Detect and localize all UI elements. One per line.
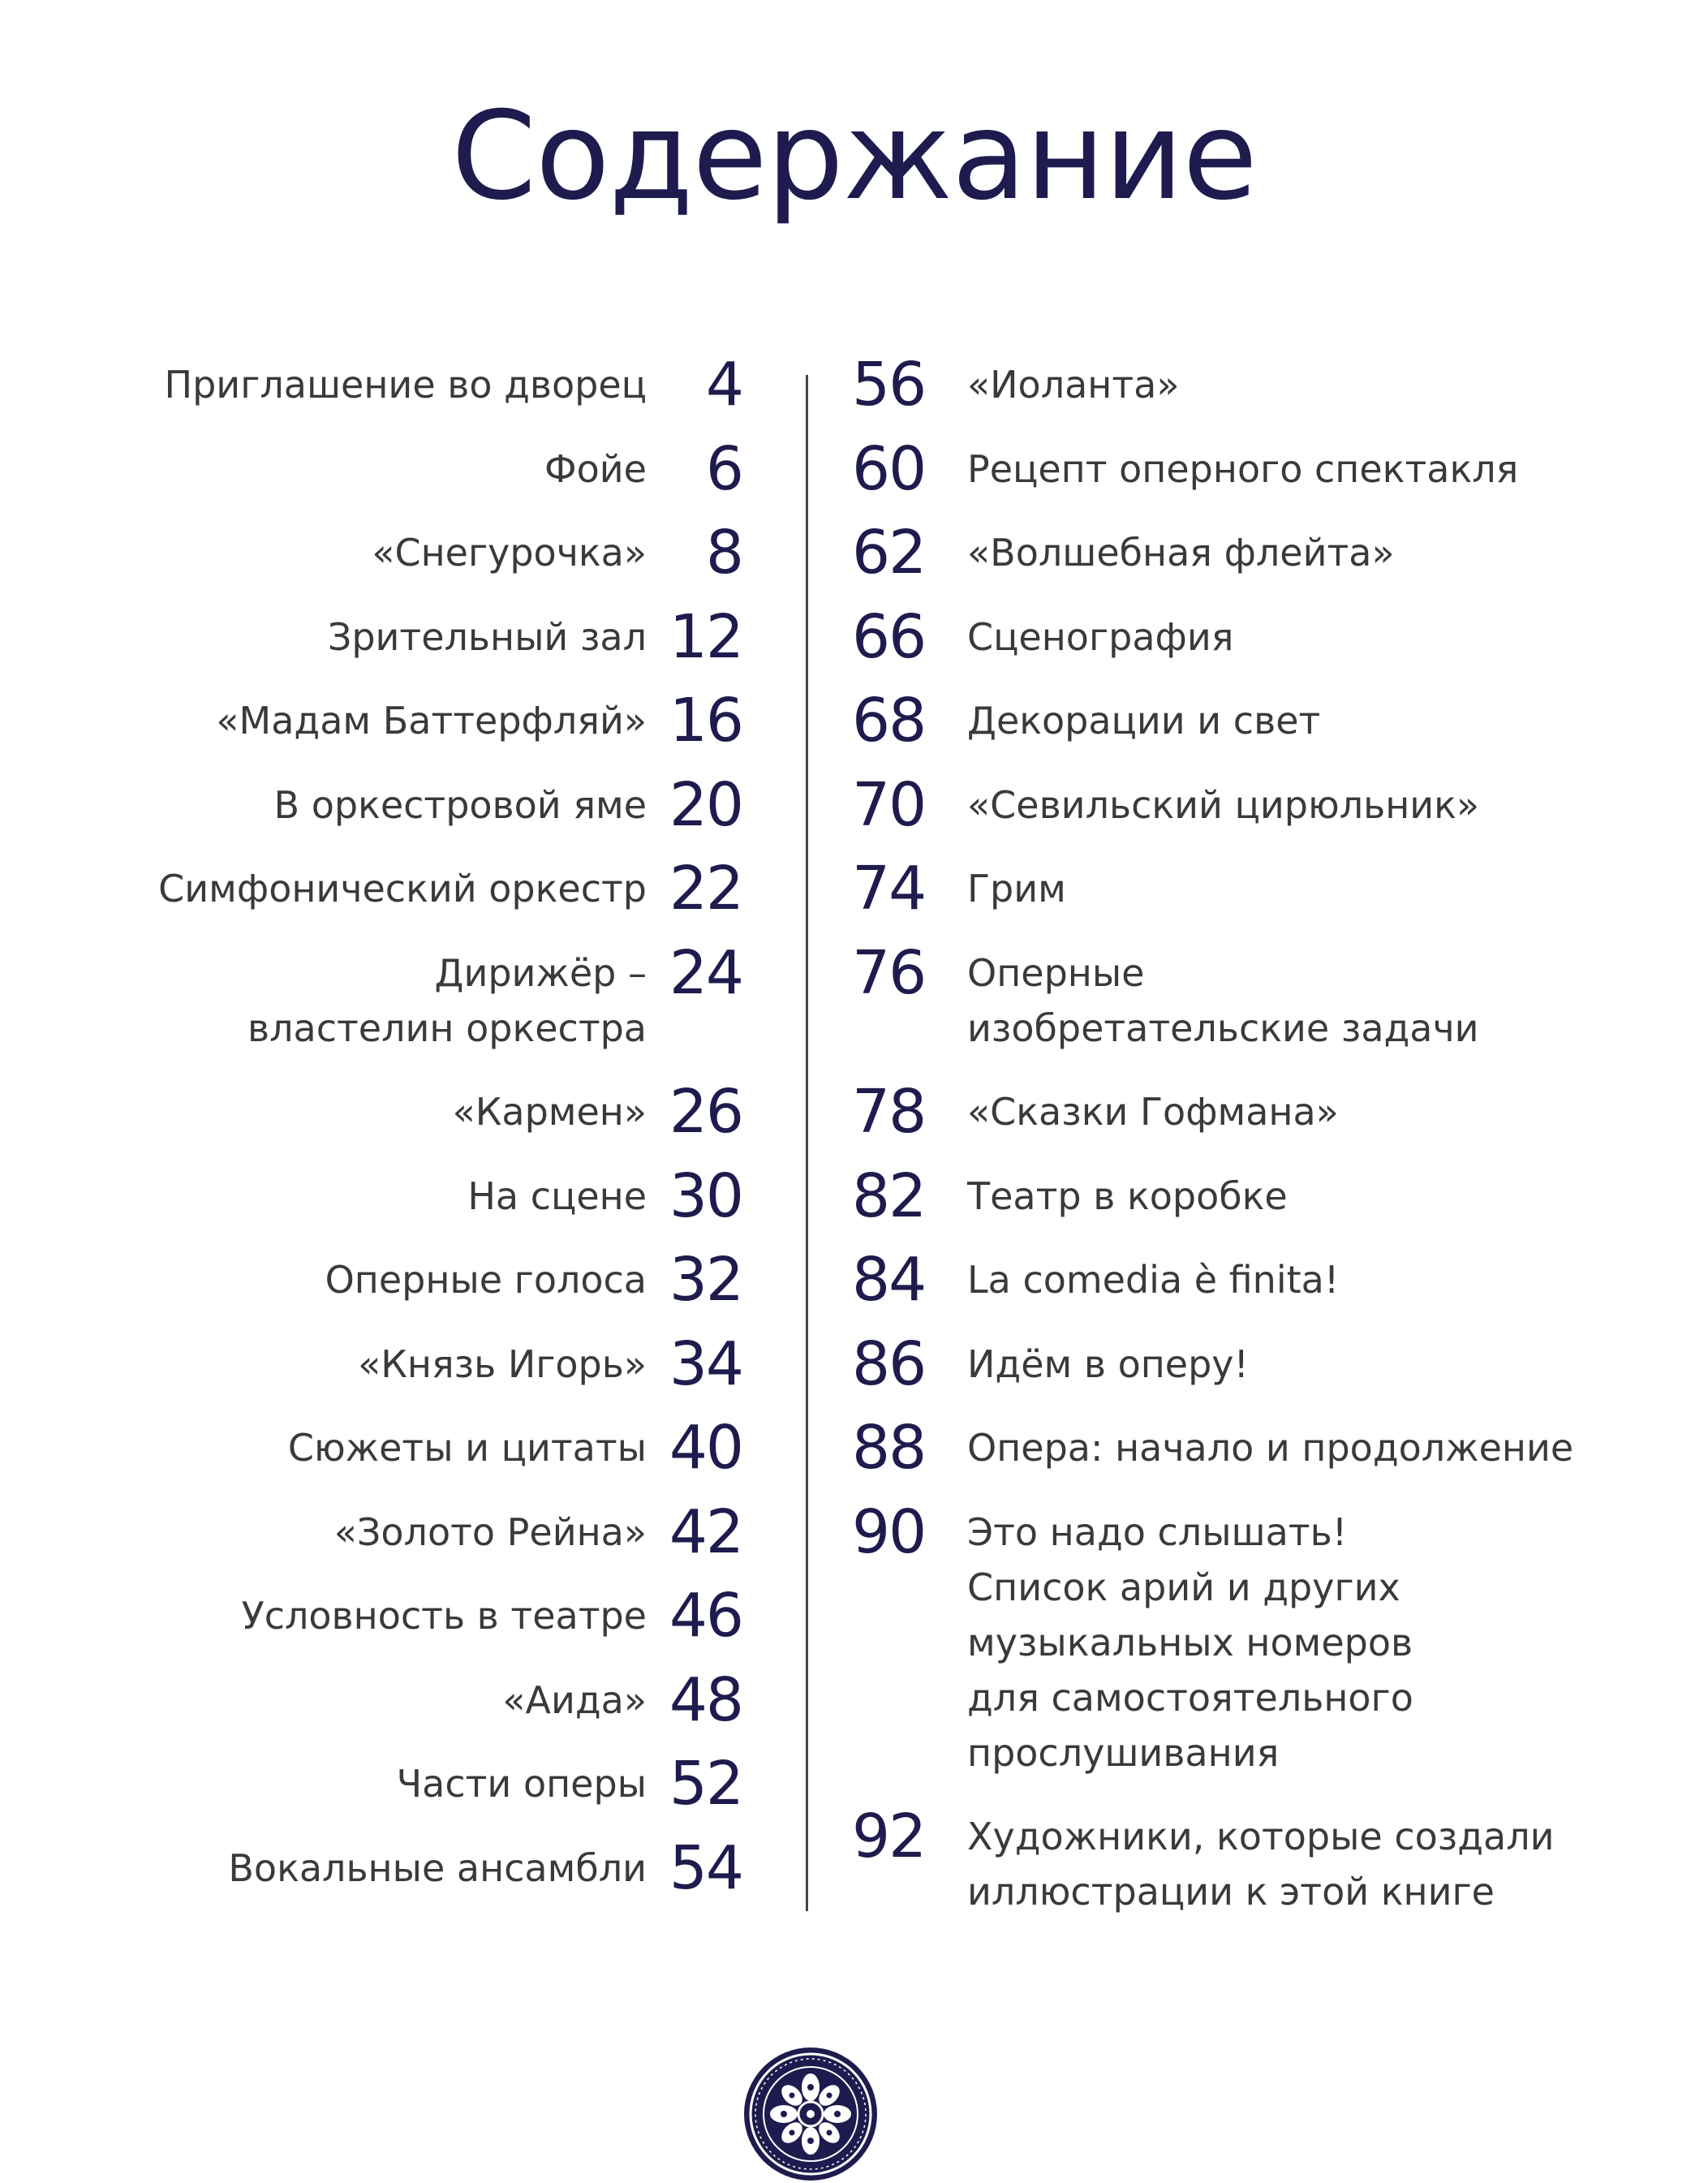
toc-entry[interactable]: [852, 1160, 1288, 1231]
toc-entry-title-line: «Севильский цирюльник»: [967, 782, 1480, 827]
toc-entry-page-number: 60: [852, 433, 926, 504]
toc-entry-title-line: «Снегурочка»: [372, 531, 647, 575]
toc-entry-page-number: 70: [852, 769, 926, 840]
toc-entry-page-number: 12: [669, 601, 742, 672]
toc-entry-title-line: Художники, которые создали: [967, 1815, 1555, 1858]
toc-entry[interactable]: [333, 1496, 742, 1567]
toc-entry-title-line: Приглашение во дворец: [164, 363, 647, 407]
toc-entry-title-line: Идём в оперу!: [967, 1341, 1249, 1386]
toc-entry-page-number: 90: [852, 1496, 926, 1567]
toc-entry-title: [967, 1809, 1555, 1919]
toc-entry-title: [242, 1588, 647, 1643]
toc-entry-title-line: Дирижёр –: [434, 950, 647, 995]
toc-entry-page-number: 22: [669, 854, 742, 924]
toc-entry[interactable]: [247, 937, 742, 1056]
toc-entry-page-number: 82: [852, 1160, 926, 1231]
toc-entry-title-line: «Аида»: [502, 1677, 647, 1722]
toc-entry-title: [334, 1505, 647, 1560]
toc-entry[interactable]: [273, 769, 742, 840]
toc-entry-title-line: «Золото Рейна»: [333, 1509, 647, 1554]
toc-entry[interactable]: [358, 1328, 742, 1399]
toc-entry-title: [288, 1420, 647, 1475]
toc-entry-title-line: Вокальные ансамбли: [228, 1845, 647, 1890]
toc-entry-page-number: 92: [852, 1802, 926, 1871]
toc-entry-page-number: 66: [852, 601, 926, 672]
toc-entry-title: [967, 1252, 1339, 1307]
rosette-emblem-icon: [742, 2045, 880, 2183]
toc-entry-page-number: 62: [852, 518, 926, 588]
toc-entry-title-line: Грим: [967, 867, 1066, 911]
toc-entry-title: [228, 1841, 647, 1896]
toc-entry-title-line: «Кармен»: [452, 1090, 647, 1134]
toc-entry-title-line: «Волшебная флейта»: [967, 531, 1395, 575]
toc-entry-page-number: 78: [852, 1077, 926, 1147]
toc-entry-title-line: прослушивания: [967, 1730, 1280, 1775]
toc-entry[interactable]: [852, 1328, 1249, 1399]
toc-entry-title-line: Оперные голоса: [325, 1258, 647, 1302]
toc-entry-page-number: 8: [705, 518, 742, 588]
toc-entry-page-number: 84: [852, 1245, 926, 1315]
toc-entry-title-line: На сцене: [467, 1173, 647, 1218]
toc-entry-title-line: «Сказки Гофмана»: [967, 1090, 1339, 1134]
toc-entry[interactable]: [852, 1413, 1574, 1483]
toc-entry-title-line: «Мадам Баттерфляй»: [216, 699, 647, 743]
toc-entry[interactable]: [852, 1496, 1413, 1780]
toc-entry-title-line: Это надо слышать!: [967, 1509, 1348, 1554]
toc-entry-title: [358, 1337, 647, 1392]
toc-entry[interactable]: [158, 854, 742, 924]
toc-entry-title-line: Оперные: [967, 950, 1145, 995]
toc-entry-title: [967, 1420, 1573, 1475]
toc-entry-title: [967, 609, 1233, 665]
toc-entry[interactable]: [852, 350, 1180, 420]
toc-entry-page-number: 56: [852, 350, 926, 420]
toc-entry-title: [967, 1505, 1413, 1780]
toc-entry[interactable]: [372, 518, 742, 588]
toc-entry-page-number: 16: [669, 686, 742, 756]
toc-entry[interactable]: [852, 686, 1321, 756]
toc-entry-page-number: 4: [705, 350, 742, 420]
toc-entry-title: [467, 1169, 647, 1224]
toc-entry-title: [967, 441, 1518, 497]
toc-entry-title-line: «Князь Игорь»: [358, 1341, 647, 1386]
toc-entry[interactable]: [228, 1832, 742, 1903]
toc-entry-page-number: 88: [852, 1413, 926, 1483]
toc-entry[interactable]: [852, 769, 1480, 840]
toc-entry-page-number: 20: [669, 769, 742, 840]
toc-entry[interactable]: [467, 1160, 742, 1231]
toc-entry-page-number: 68: [852, 686, 926, 756]
toc-entry-title-line: Рецепт оперного спектакля: [967, 446, 1519, 491]
toc-entry-page-number: 40: [669, 1413, 742, 1483]
toc-entry-title-line: изобретательские задачи: [967, 1005, 1479, 1050]
toc-entry-title: [158, 861, 647, 916]
toc-entry-title-line: властелин оркестра: [247, 1005, 647, 1050]
toc-entry[interactable]: [852, 854, 1066, 924]
toc-entry[interactable]: [241, 1581, 742, 1651]
toc-entry-page-number: 6: [705, 433, 742, 504]
toc-entry[interactable]: [164, 350, 742, 420]
toc-entry-title-line: Опера: начало и продолжение: [967, 1426, 1574, 1470]
toc-entry[interactable]: [327, 601, 742, 672]
toc-entry[interactable]: [325, 1245, 742, 1315]
toc-entry-title: [967, 357, 1180, 412]
toc-entry-page-number: 34: [669, 1328, 742, 1399]
toc-entry-page-number: 74: [852, 854, 926, 924]
toc-entry-title: [544, 441, 647, 497]
toc-entry[interactable]: [216, 686, 742, 756]
toc-entry-title-line: иллюстрации к этой книге: [967, 1870, 1495, 1914]
toc-entry-title-line: для самостоятельного: [967, 1675, 1413, 1720]
page-title: Содержание: [451, 86, 1257, 227]
column-divider: [806, 375, 808, 1911]
toc-entry-title: [247, 945, 647, 1056]
toc-entry-page-number: 48: [669, 1664, 742, 1735]
toc-entry[interactable]: [502, 1664, 742, 1735]
toc-entry[interactable]: [852, 937, 1479, 1056]
toc-entry[interactable]: [852, 1077, 1339, 1147]
toc-entry-title: [967, 525, 1395, 580]
toc-entry-title-line: Список арий и других: [967, 1565, 1400, 1609]
toc-entry-title: [967, 1337, 1249, 1392]
toc-entry-page-number: 24: [669, 937, 742, 1008]
toc-entry[interactable]: [287, 1413, 742, 1483]
toc-entry-title-line: Зрительный зал: [327, 614, 647, 659]
toc-entry-title: [967, 777, 1479, 833]
toc-entry-title: [325, 1252, 647, 1307]
toc-entry-title-line: Условность в театре: [241, 1594, 647, 1638]
toc-entry-title-line: Симфонический оркестр: [158, 867, 647, 911]
toc-entry-title: [453, 1084, 647, 1139]
toc-entry-title: [216, 693, 647, 748]
toc-entry-title-line: Сюжеты и цитаты: [287, 1426, 647, 1470]
toc-entry-title-line: La comedia è finita!: [967, 1258, 1340, 1302]
toc-entry-title-line: Фойе: [544, 446, 647, 491]
toc-entry-page-number: 76: [852, 937, 926, 1008]
toc-entry-page-number: 46: [669, 1581, 742, 1651]
toc-entry-title: [967, 693, 1320, 748]
toc-entry-page-number: 42: [669, 1496, 742, 1567]
toc-entry[interactable]: [852, 1245, 1340, 1315]
toc-entry-title: [372, 525, 647, 580]
toc-entry-page-number: 32: [669, 1245, 742, 1315]
toc-entry-page-number: 54: [669, 1832, 742, 1903]
toc-entry-title-line: «Иоланта»: [967, 363, 1180, 407]
toc-entry[interactable]: [852, 601, 1234, 672]
toc-entry-title: [274, 777, 647, 833]
toc-entry-title: [165, 357, 647, 412]
toc-entry-title-line: Сценография: [967, 614, 1234, 659]
toc-entry[interactable]: [396, 1749, 742, 1819]
toc-entry-page-number: 30: [669, 1160, 742, 1231]
toc-entry-title-line: музыкальных номеров: [967, 1620, 1413, 1664]
toc-entry-title: [967, 1169, 1288, 1224]
toc-entry-page-number: 52: [669, 1749, 742, 1819]
toc-entry[interactable]: [852, 518, 1395, 588]
toc-entry-title-line: Части оперы: [396, 1762, 647, 1806]
toc-entry[interactable]: [544, 433, 742, 504]
toc-entry-title-line: В оркестровой яме: [273, 782, 647, 827]
toc-entry-title: [328, 609, 647, 665]
toc-entry[interactable]: [852, 1802, 1555, 1919]
toc-entry-title: [967, 945, 1479, 1056]
toc-entry-title-line: Декорации и свет: [967, 699, 1321, 743]
toc-entry[interactable]: [852, 433, 1519, 504]
toc-entry-title: [397, 1756, 647, 1811]
toc-entry-title-line: Театр в коробке: [967, 1173, 1288, 1218]
toc-entry-title: [967, 1084, 1339, 1139]
toc-entry-title: [502, 1673, 647, 1728]
toc-entry-page-number: 26: [669, 1077, 742, 1147]
toc-entry-title: [967, 861, 1066, 916]
toc-entry-page-number: 86: [852, 1328, 926, 1399]
toc-entry[interactable]: [452, 1077, 742, 1147]
